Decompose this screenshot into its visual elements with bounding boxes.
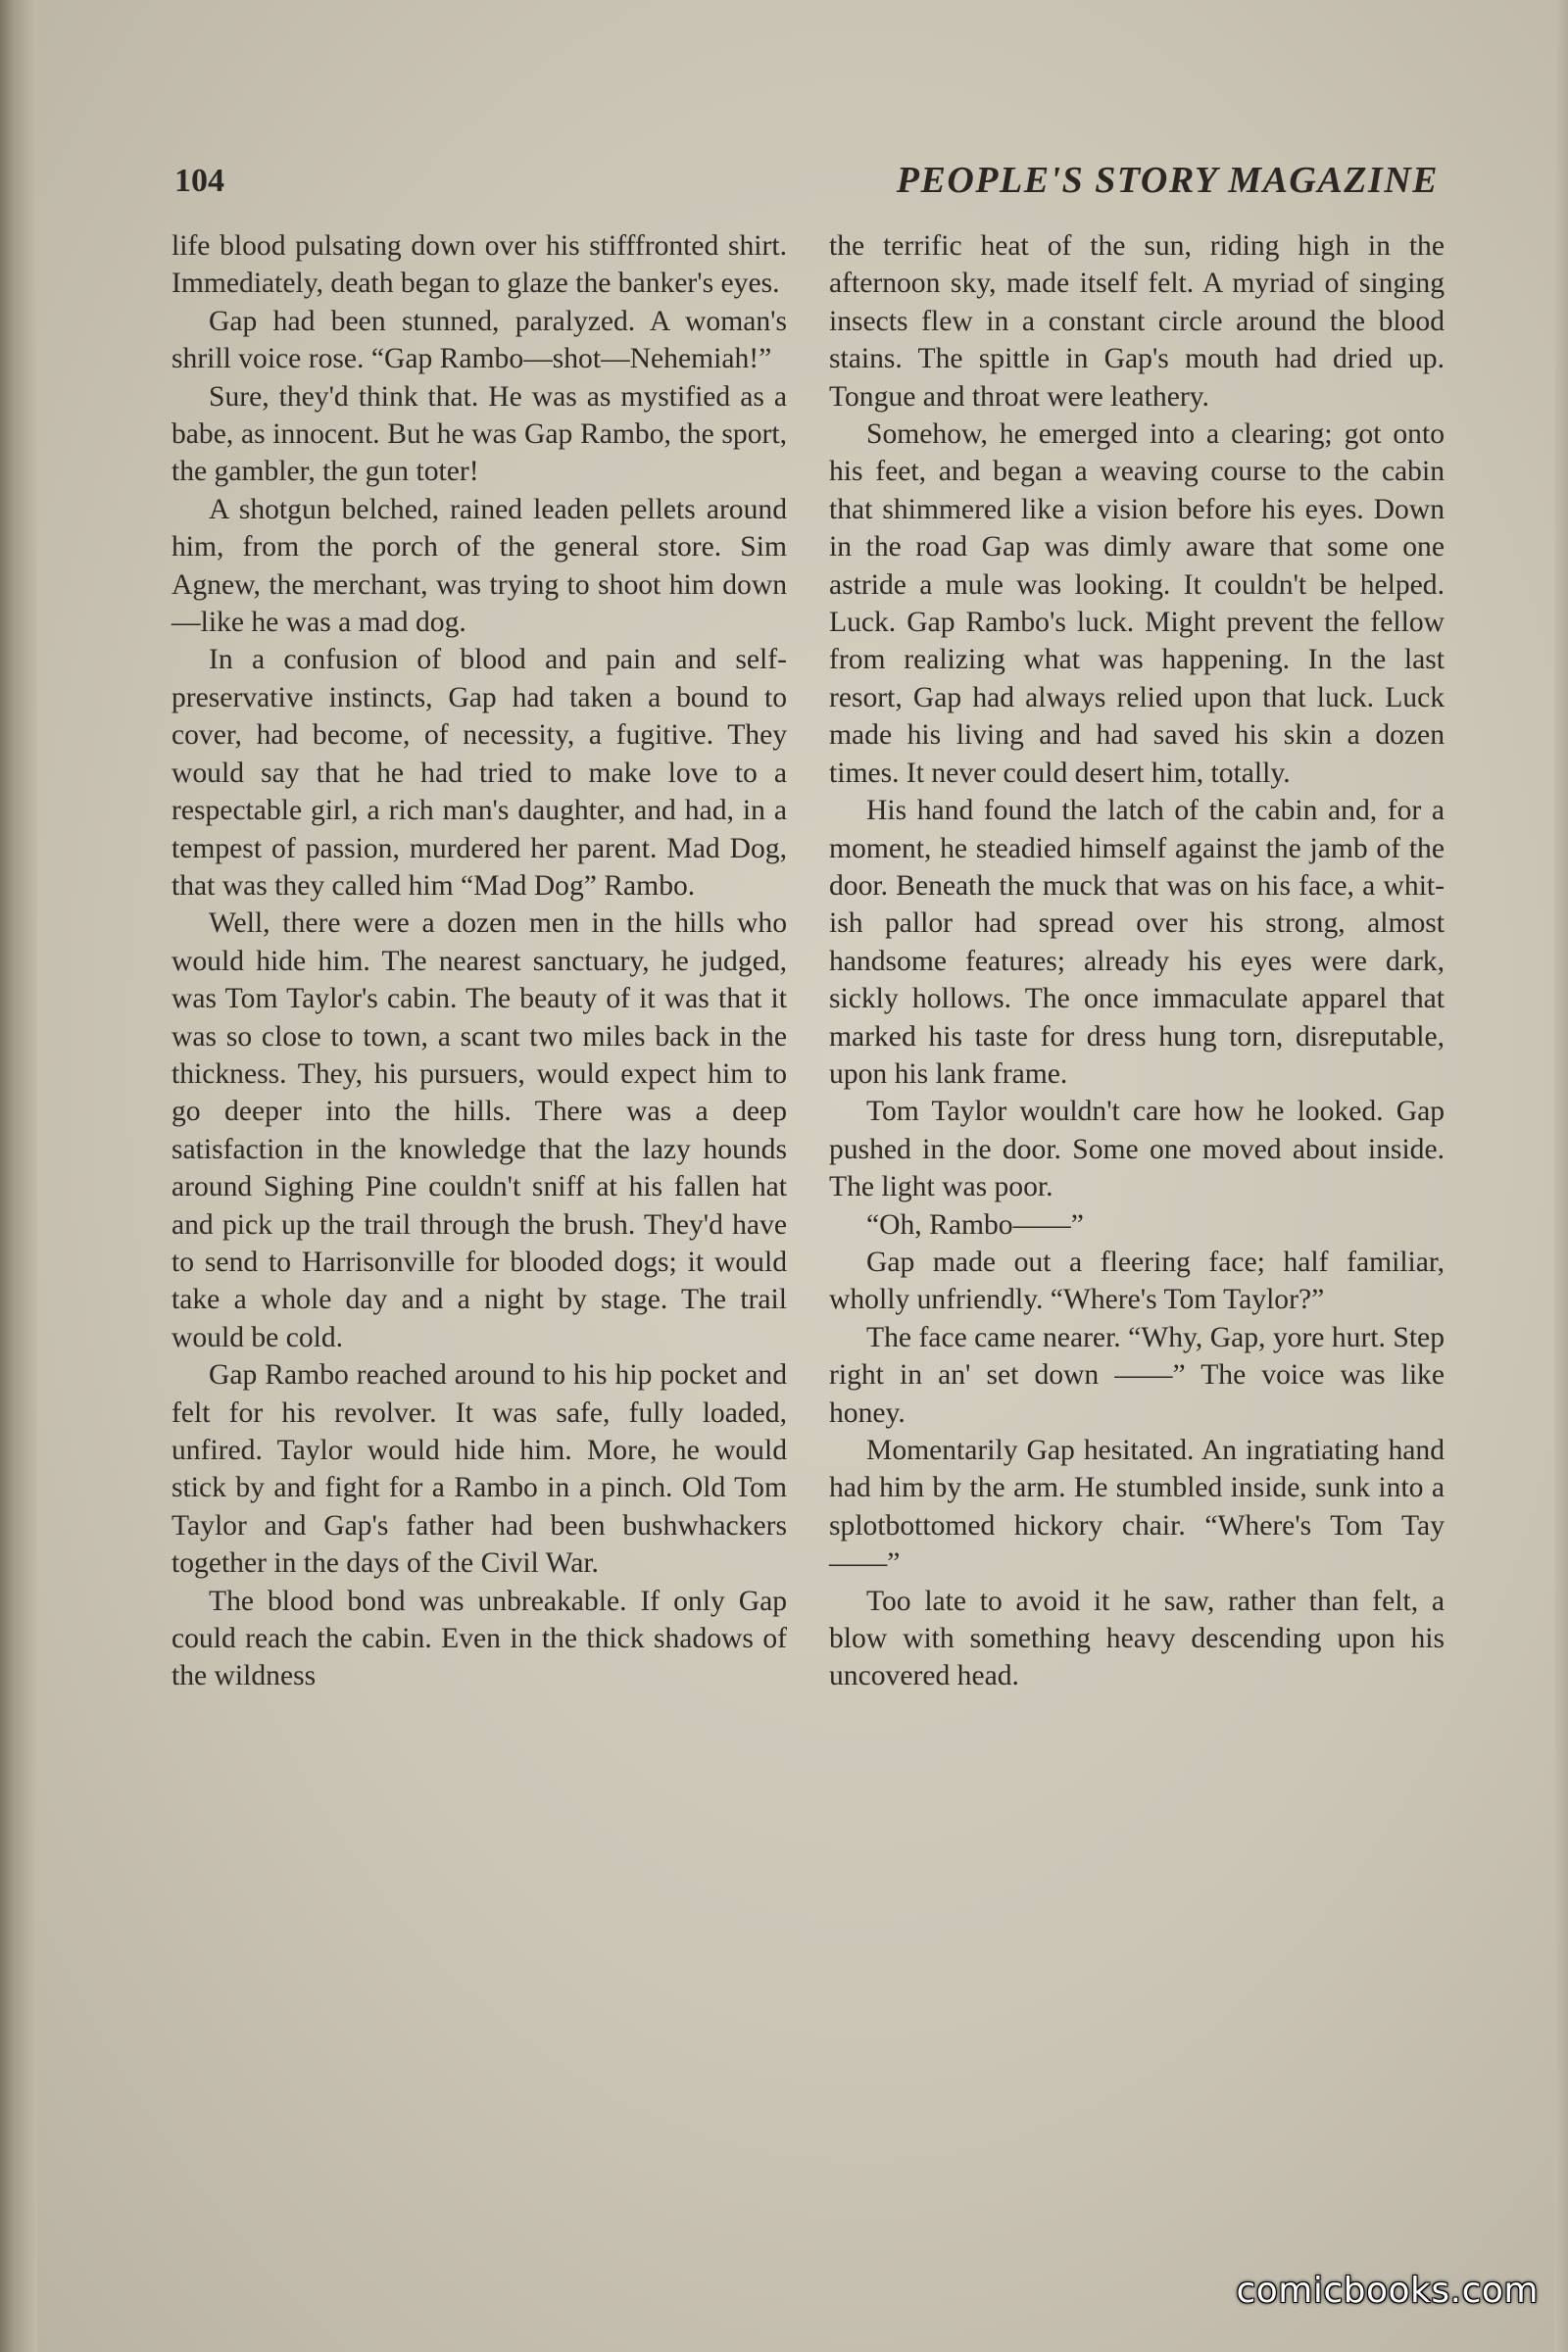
paragraph: Momentarily Gap hesitated. An ingratiating hand had him by the arm. He stumbled inside, sunk into a splotbottomed hickory chair. “Where's Tom Tay——” — [829, 1435, 1445, 1580]
running-title: PEOPLE'S STORY MAGAZINE — [896, 160, 1439, 201]
paragraph: The blood bond was unbreakable. If only Gap could reach the cabin. Even in the thick shadows of the wildness — [172, 1585, 787, 1692]
left-column — [172, 227, 787, 1695]
paragraph: Sure, they'd think that. He was as mystified as a babe, as innocent. But he was Gap Rambo, the sport, the gambler, the gun toter! — [172, 380, 787, 488]
paragraph: Somehow, he emerged into a clearing; got onto his feet, and began a weaving course to the cabin that shimmered like a vision before his eyes. Down in the road Gap was dimly aware that some one astride a mule was looking. It couldn't be helped. Luck. Gap Rambo's luck. Might prevent the fellow from realizing what was happening. In the last resort, Gap had always relied upon that luck. Luck made his living and had saved his skin a dozen times. It never could desert him, totally. — [829, 418, 1445, 789]
paragraph: Too late to avoid it he saw, rather than felt, a blow with something heavy descending upon his uncovered head. — [829, 1585, 1445, 1692]
paragraph: Gap made out a fleering face; half familiar, wholly unfriendly. “Where's Tom Taylor?” — [829, 1246, 1445, 1316]
paragraph: Gap had been stunned, paralyzed. A woman's shrill voice rose. “Gap Rambo—shot—Nehemiah!” — [172, 305, 787, 375]
page-header — [174, 157, 1439, 216]
binding-edge — [0, 0, 37, 2352]
paragraph: the terrific heat of the sun, riding high in the afternoon sky, made itself felt. A myriad of singing insects flew in a constant circle around the blood stains. The spittle in Gap's mouth had dried up. Tongue and throat were leathery. — [829, 230, 1445, 413]
paragraph: “Oh, Rambo——” — [866, 1208, 1084, 1241]
page-number: 104 — [174, 163, 224, 199]
watermark: comicbooks.com — [1236, 2271, 1539, 2311]
right-column — [829, 227, 1445, 1695]
paragraph: His hand found the latch of the cabin and, for a moment, he steadied himself against the jamb of the door. Beneath the muck that was on his face, a whitish pallor had spread over his strong, almost handsome features; already his eyes were dark, sickly hollows. The once immaculate apparel that marked his taste for dress hung torn, disreputable, upon his lank frame. — [829, 795, 1445, 1090]
paragraph: Gap Rambo reached around to his hip pocket and felt for his revolver. It was safe, fully loaded, unfired. Taylor would hide him. More, he would stick by and fight for a Rambo in a pinch. Old Tom Taylor and Gap's father had been bushwhackers together in the days of the Civil War. — [172, 1359, 787, 1580]
paragraph: life blood pulsating down over his stifffronted shirt. Immediately, death began to glaze the banker's eyes. — [172, 230, 787, 300]
paragraph: The face came nearer. “Why, Gap, yore hurt. Step right in an' set down ——” The voice was like honey. — [829, 1321, 1445, 1429]
paragraph: A shotgun belched, rained leaden pellets around him, from the porch of the general store. Sim Agnew, the merchant, was trying to shoot him down—like he was a mad dog. — [172, 493, 787, 639]
paragraph: In a confusion of blood and pain and self-preservative instincts, Gap had taken a bound to cover, had become, of necessity, a fugitive. They would say that he had tried to make love to a respectable girl, a rich man's daughter, and had, in a tempest of passion, murdered her parent. Mad Dog, that was they called him “Mad Dog” Rambo. — [172, 644, 787, 902]
page-edge — [1554, 0, 1568, 2352]
paragraph: Well, there were a dozen men in the hills who would hide him. The nearest sanctuary, he judged, was Tom Taylor's cabin. The beauty of it was that it was so close to town, a scant two miles back in the thickness. They, his pursuers, would expect him to go deeper into the hills. There was a deep satisfaction in the knowledge that the lazy hounds around Sighing Pine couldn't sniff at his fallen hat and pick up the trail through the brush. They'd have to send to Harrisonville for blooded dogs; it would take a whole day and a night by stage. The trail would be cold. — [172, 907, 787, 1353]
paragraph: Tom Taylor wouldn't care how he looked. Gap pushed in the door. Some one moved about inside. The light was poor. — [829, 1096, 1445, 1203]
